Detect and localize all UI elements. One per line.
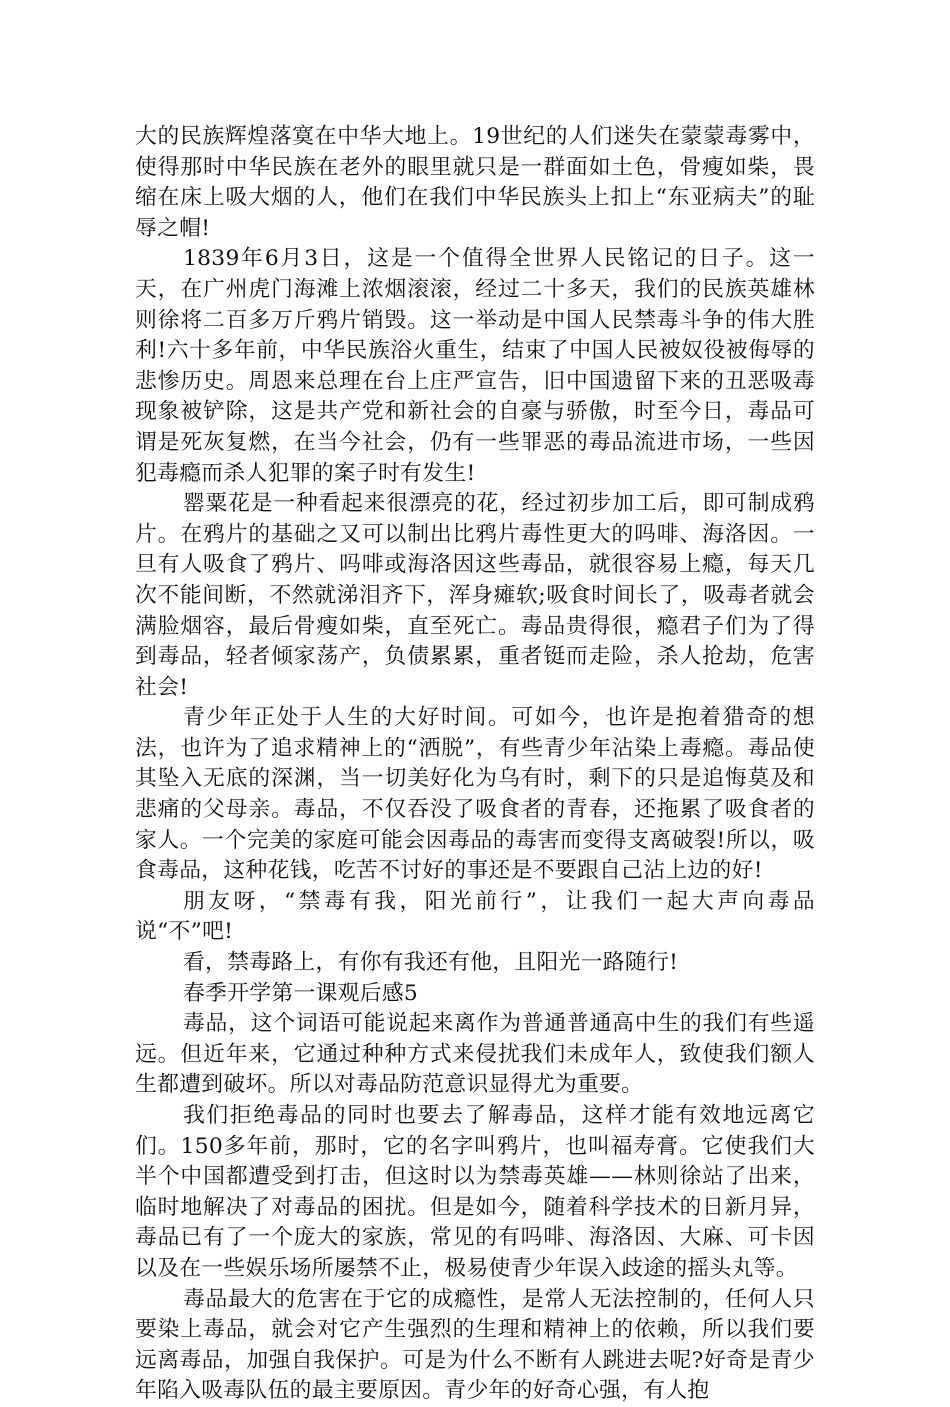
paragraph-know-drugs: 我们拒绝毒品的同时也要去了解毒品，这样才能有效地远离它们。150多年前，那时，它的名字叫鸦片，也叫福寿膏。它使我们大半个中国都遭受到打击，但这时以为禁毒英雄——林则徐站了出来，临时地解决了对毒品的困扰。但是如今，随着科学技术的日新月异，毒品已有了一个庞大的家族，常见的有吗啡、海洛因、大麻、可卡因以及在一些娱乐场所屡禁不止，极易使青少年误入歧途的摇头丸等。 [135,1103,815,1281]
paragraph-slogan: 朋友呀，“禁毒有我，阳光前行”，让我们一起大声向毒品说“不”吧! [135,888,815,945]
paragraph-addiction-harm: 毒品最大的危害在于它的成瘾性，是常人无法控制的，任何人只要染上毒品，就会对它产生强烈的生理和精神上的依赖，所以我们要远离毒品，加强自我保护。可是为什么不断有人跳进去呢?好奇是青少年陷入吸毒队伍的最主要原因。青少年的好奇心强，有人抱 [135,1286,815,1404]
paragraph-poppy-opium: 罂粟花是一种看起来很漂亮的花，经过初步加工后，即可制成鸦片。在鸦片的基础之又可以制出比鸦片毒性更大的吗啡、海洛因。一旦有人吸食了鸦片、吗啡或海洛因这些毒品，就很容易上瘾，每天几次不能间断，不然就涕泪齐下，浑身瘫软;吸食时间长了，吸毒者就会满脸烟容，最后骨瘦如柴，直至死亡。毒品贵得很，瘾君子们为了得到毒品，轻者倾家荡产，负债累累，重者铤而走险，杀人抢劫，危害社会! [135,491,815,700]
paragraph-youth-addiction: 青少年正处于人生的大好时间。可如今，也许是抱着猎奇的想法，也许为了追求精神上的“洒脱”，有些青少年沾染上毒瘾。毒品使其坠入无底的深渊，当一切美好化为乌有时，剩下的只是追悔莫及和悲痛的父母亲。毒品，不仅吞没了吸食者的青春，还拖累了吸食者的家人。一个完美的家庭可能会因毒品的毒害而变得支离破裂!所以，吸食毒品，这种花钱，吃苦不讨好的事还是不要跟自己沾上边的好! [135,705,815,884]
paragraph-sunshine: 看，禁毒路上，有你有我还有他，且阳光一路随行! [182,950,679,976]
section-heading: 春季开学第一课观后感5 [182,980,419,1006]
paragraph-opening: 大的民族辉煌落寞在中华大地上。19世纪的人们迷失在蒙蒙毒雾中，使得那时中华民族在老外的眼里就只是一群面如土色，骨瘦如柴，畏缩在床上吸大烟的人，他们在我们中华民族头上扣上“东亚病夫”的耻辱之帽! [135,124,815,241]
paragraph-drugs-distant: 毒品，这个词语可能说起来离作为普通普通高中生的我们有些遥远。但近年来，它通过种种方式来侵扰我们未成年人，致使我们额人生都遭到破坏。所以对毒品防范意识显得尤为重要。 [135,1011,815,1098]
paragraph-1839-history: 1839年6月3日，这是一个值得全世界人民铭记的日子。这一天，在广州虎门海滩上浓烟滚滚，经过二十多天，我们的民族英雄林则徐将二百多万斤鸦片销毁。这一举动是中国人民禁毒斗争的伟大胜利!六十多年前，中华民族浴火重生，结束了中国人民被奴役被侮辱的悲惨历史。周恩来总理在台上庄严宣告，旧中国遗留下来的丑恶吸毒现象被铲除，这是共产党和新社会的自豪与骄傲，时至今日，毒品可谓是死灰复燃，在当今社会，仍有一些罪恶的毒品流进市场，一些因犯毒瘾而杀人犯罪的案子时有发生! [135,246,815,486]
document-page [135,122,815,1407]
